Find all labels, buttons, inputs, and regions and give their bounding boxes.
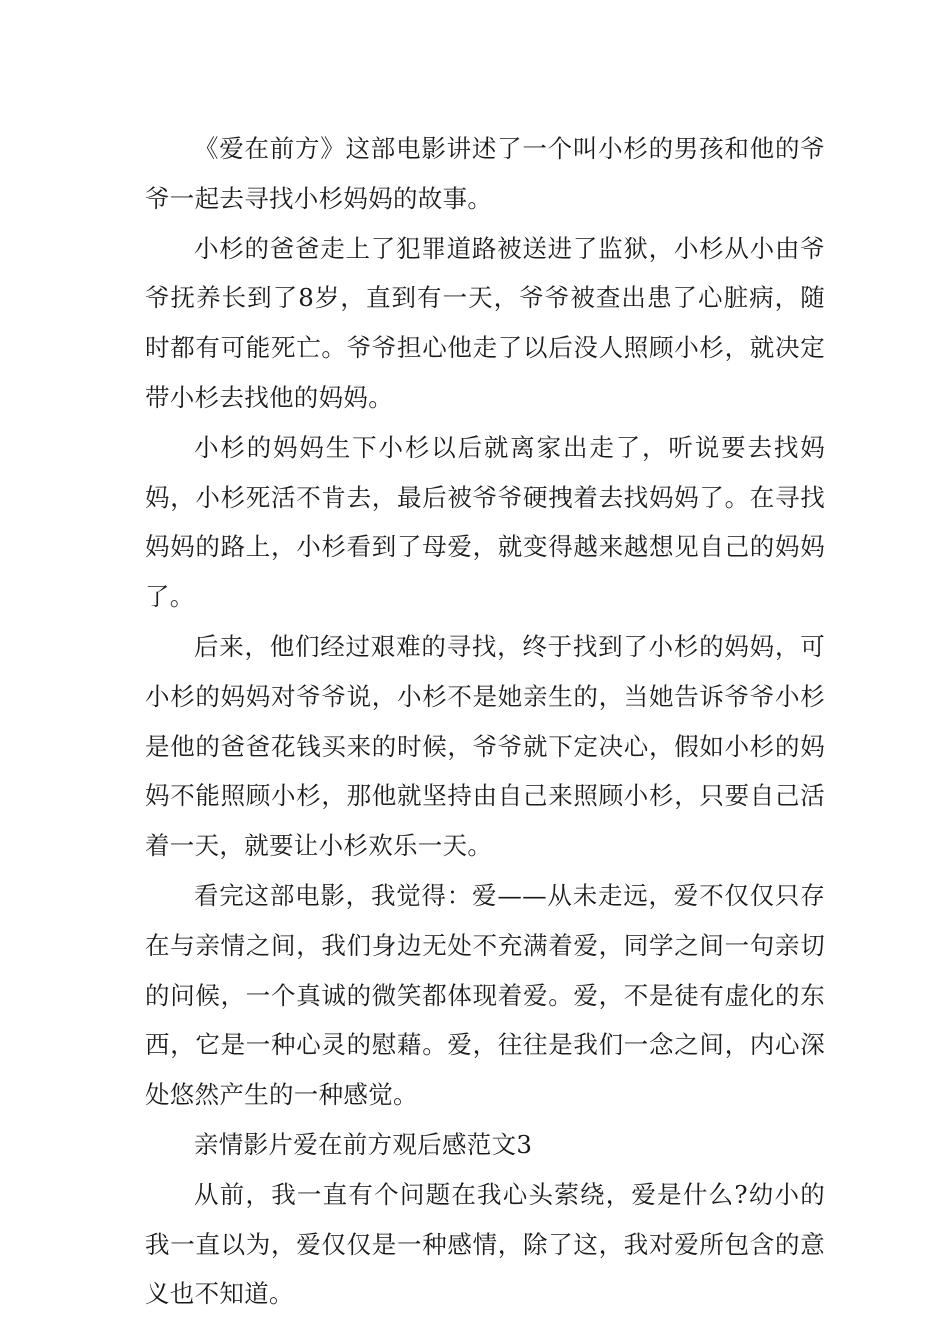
paragraph-search-for-mother: 小杉的妈妈生下小杉以后就离家出走了，听说要去找妈妈，小杉死活不肯去，最后被爷爷硬拽着去找妈妈了。在寻找妈妈的路上，小杉看到了母爱，就变得越来越想见自己的妈妈了。 (145, 432, 825, 612)
paragraph-finding-mother: 后来，他们经过艰难的寻找，终于找到了小杉的妈妈，可小杉的妈妈对爷爷说，小杉不是她亲生的，当她告诉爷爷小杉是他的爸爸花钱买来的时候，爷爷就下定决心，假如小杉的妈妈不能照顾小杉，那他就坚持由自己来照顾小杉，只要自己活着一天，就要让小杉欢乐一天。 (145, 631, 825, 861)
paragraph-what-is-love: 从前，我一直有个问题在我心头萦绕，爱是什么?幼小的我一直以为，爱仅仅是一种感情，除了这，我对爱所包含的意义也不知道。 (145, 1179, 825, 1309)
section-heading: 亲情影片爱在前方观后感范文3 (194, 1129, 533, 1159)
paragraph-grandfather-illness: 小杉的爸爸走上了犯罪道路被送进了监狱，小杉从小由爷爷抚养长到了8岁，直到有一天，爷爷被查出患了心脏病，随时都有可能死亡。爷爷担心他走了以后没人照顾小杉，就决定带小杉去找他的妈妈。 (145, 233, 825, 412)
document-body (145, 124, 825, 1319)
paragraph-film-intro: 《爱在前方》这部电影讲述了一个叫小杉的男孩和他的爷爷一起去寻找小杉妈妈的故事。 (145, 134, 825, 213)
paragraph-reflection: 看完这部电影，我觉得：爱——从未走远，爱不仅仅只存在与亲情之间，我们身边无处不充满着爱，同学之间一句亲切的问候，一个真诚的微笑都体现着爱。爱，不是徒有虚化的东西，它是一种心灵的慰藉。爱，往往是我们一念之间，内心深处悠然产生的一种感觉。 (145, 880, 825, 1110)
